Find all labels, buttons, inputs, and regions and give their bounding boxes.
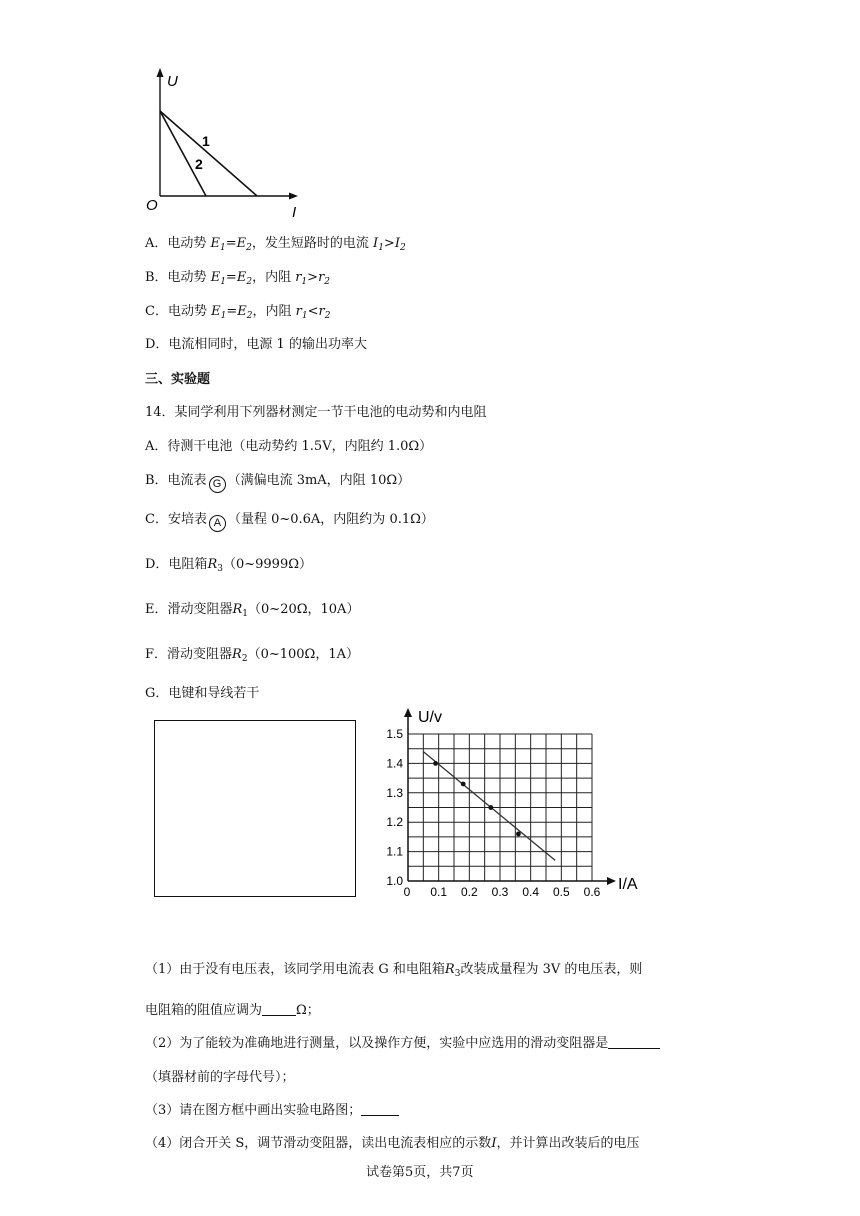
galvanometer-icon: G [209,476,226,493]
equipment-c: C．安培表 A （量程 0~0.6A，内阻约为 0.1Ω） [145,508,434,532]
equipment-e: E．滑动变阻器$R_1(0\sim 20\Omega$，10A） [145,602,360,619]
x-tick-label: 0 [403,885,411,899]
equipment-a: A．待测干电池（电动势约 1.5V，内阻约 1.0Ω） [145,439,433,454]
i-label: I [292,204,297,221]
x-tick-label: 0.5 [552,885,570,899]
page-footer: 试卷第5页，共7页 [366,1165,474,1180]
section-title: 三、实验题 [145,372,211,387]
option-d: D．电流相同时，电源 1 的输出功率大 [145,337,367,352]
equipment-d: D．电阻箱$R_3(0\sim 9999\Omega)$ [145,557,312,574]
line-1 [160,111,257,196]
data-point [433,761,438,766]
x-axis-label: I/A [618,876,638,893]
line-2-label: 2 [195,156,203,172]
y-tick-label: 1.1 [386,844,403,859]
data-point [516,832,521,837]
line-1-label: 1 [202,133,210,149]
x-tick-label: 0.1 [430,885,448,899]
option-b: B．电动势 $E_1=E_2$，内阻 $r_1>r_2$ [145,270,331,287]
y-tick-label: 1.2 [386,815,403,830]
option-a: A．电动势 $E_1=E_2$，发生短路时的电流 $I_1>I_2$ [145,236,406,253]
i-axis-arrow [289,193,298,200]
data-point [461,782,466,787]
equipment-g: G．电键和导线若干 [145,686,260,701]
x-tick-label: 0.3 [491,885,509,899]
y-axis-arrow [404,708,412,717]
y-tick-label: 1.5 [386,727,403,741]
x-tick-label: 0.4 [522,885,540,899]
x-axis-arrow [607,877,616,885]
ui-line-figure [140,64,320,224]
q14-stem: 14．某同学利用下列器材测定一节干电池的电动势和内电阻 [145,405,487,420]
option-c: C．电动势 $E_1=E_2$，内阻 $r_1<r_2$ [145,304,331,321]
x-tick-label: 0.2 [460,885,478,899]
y-tick-label: 1.4 [386,756,403,771]
part-1-line-2: 电阻箱的阻值应调为 Ω； [145,1003,320,1018]
part-2-line-1: （2）为了能较为准确地进行测量，以及操作方便，实验中应选用的滑动变阻器是 [145,1032,660,1051]
equipment-f: F．滑动变阻器$R_2(0\sim 100\Omega$，1A） [145,647,359,664]
answer-blank-2[interactable] [608,1036,660,1049]
ammeter-icon: A [209,515,226,532]
y-tick-label: 1.0 [386,874,403,888]
u-label: U [167,73,178,90]
equipment-b: B．电流表 G （满偏电流 3mA，内阻 10Ω） [145,469,410,493]
y-axis-label: U/v [418,709,442,726]
ui-data-chart [372,706,642,906]
answer-blank-1[interactable] [262,1003,296,1016]
part-2-line-2: （填器材前的字母代号）； [145,1070,295,1085]
data-point [488,805,493,810]
part-3: （3）请在图方框中画出实验电路图； [145,1099,399,1118]
y-tick-label: 1.3 [386,785,403,800]
u-axis-arrow [157,68,164,77]
part-4: （4）闭合开关 S，调节滑动变阻器，读出电流表相应的示数I，并计算出改装后的电压 [145,1136,640,1151]
line-2 [160,111,206,196]
circuit-drawing-box[interactable] [154,720,356,897]
part-1-line-1: （1）由于没有电压表，该同学用电流表 G 和电阻箱$R_3$改装成量程为 3V 的电压表，则 [145,962,643,979]
o-label: O [146,197,158,214]
x-tick-label: 0.6 [583,885,601,899]
answer-blank-3[interactable] [361,1103,399,1116]
